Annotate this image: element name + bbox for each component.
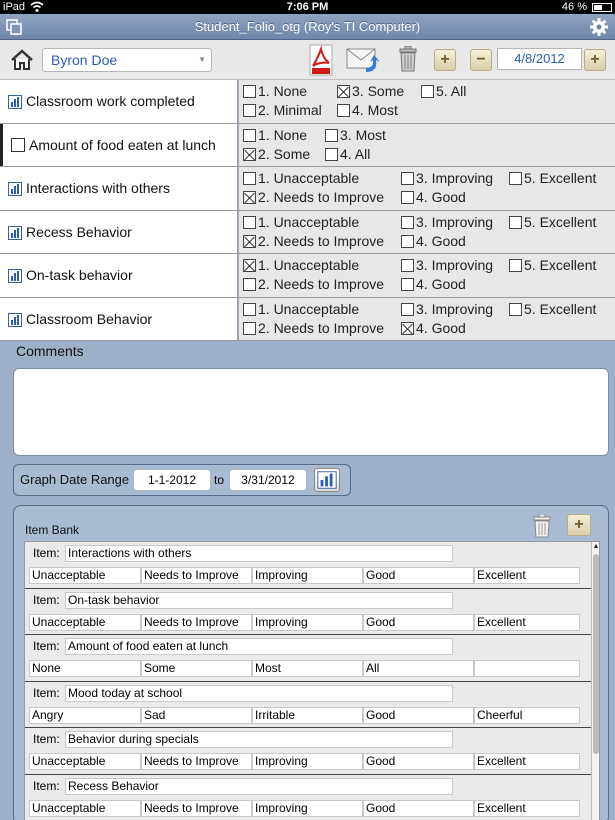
option-checkbox[interactable]: 3. Improving (401, 257, 493, 273)
graph-range-panel (13, 464, 351, 496)
value-field[interactable]: Improving (252, 753, 363, 770)
value-field[interactable]: Unacceptable (29, 567, 141, 584)
option-checkbox[interactable]: 1. Unacceptable (243, 214, 359, 230)
clock: 7:06 PM (286, 1, 329, 13)
item-bank-title: Item Bank (25, 523, 80, 537)
option-checkbox[interactable]: 1. Unacceptable (243, 257, 359, 273)
item-name-field[interactable]: Mood today at school (65, 685, 453, 702)
value-field[interactable]: Needs to Improve (141, 753, 252, 770)
value-field[interactable]: Excellent (474, 614, 580, 631)
options (239, 167, 615, 210)
trash-icon[interactable] (532, 514, 552, 538)
status-bar (0, 0, 615, 14)
value-field[interactable]: Unacceptable (29, 800, 141, 817)
value-field[interactable]: Excellent (474, 753, 580, 770)
value-field[interactable]: Unacceptable (29, 753, 141, 770)
list-item[interactable]: Item: Amount of food eaten at lunch None Some Most All (25, 635, 591, 682)
value-field[interactable]: Improving (252, 567, 363, 584)
window-title: Student_Folio_otg (Roy's TI Computer) (194, 19, 421, 34)
scroll-thumb[interactable] (593, 554, 599, 754)
value-field[interactable]: Good (363, 707, 474, 724)
value-field[interactable]: Angry (29, 707, 141, 724)
student-name: Byron Doe (51, 52, 118, 68)
value-field[interactable]: Improving (252, 800, 363, 817)
option-checkbox[interactable]: 1. None (243, 127, 307, 143)
options (239, 254, 615, 297)
value-field[interactable]: Needs to Improve (141, 567, 252, 584)
row-label[interactable] (0, 167, 238, 210)
options (239, 298, 615, 341)
chart-icon[interactable] (8, 182, 22, 196)
row-label[interactable] (0, 80, 238, 123)
value-field[interactable]: Unacceptable (29, 614, 141, 631)
option-checkbox[interactable]: 4. Most (337, 102, 398, 118)
row-label-text: Classroom work completed (26, 93, 195, 109)
option-checkbox[interactable]: 2. Some (243, 146, 310, 162)
graph-range-label: Graph Date Range (20, 472, 130, 487)
row-label[interactable] (0, 211, 238, 254)
row-label-text: Classroom Behavior (26, 310, 153, 327)
row-checkbox[interactable] (11, 138, 25, 152)
rating-row (0, 80, 615, 124)
item-name-field[interactable]: Recess Behavior (65, 778, 453, 795)
value-field[interactable]: Cheerful (474, 707, 580, 724)
item-bank-list[interactable] (24, 541, 600, 820)
value-field[interactable] (474, 660, 580, 677)
option-checkbox[interactable]: 1. Unacceptable (243, 301, 359, 317)
value-field[interactable]: Good (363, 614, 474, 631)
item-name-field[interactable]: On-task behavior (65, 592, 453, 609)
rating-row (0, 298, 615, 342)
graph-icon[interactable] (314, 468, 340, 492)
option-checkbox[interactable]: 3. Improving (401, 170, 493, 186)
option-checkbox[interactable]: 5. Excellent (509, 301, 596, 317)
list-item[interactable]: Item: Interactions with others Unacceptable Needs to Improve Improving Good Excellent (25, 542, 591, 589)
row-label-text: Interactions with others (26, 180, 170, 196)
value-field[interactable]: Needs to Improve (141, 614, 252, 631)
range-from-input[interactable]: 1-1-2012 (134, 470, 210, 490)
option-checkbox[interactable]: 2. Minimal (243, 102, 322, 118)
item-name-field[interactable]: Interactions with others (65, 545, 453, 562)
rating-row (0, 211, 615, 255)
value-field[interactable]: Excellent (474, 800, 580, 817)
option-checkbox[interactable]: 1. Unacceptable (243, 170, 359, 186)
list-item[interactable]: Item: On-task behavior Unacceptable Needs to Improve Improving Good Excellent (25, 589, 591, 636)
item-name-field[interactable]: Behavior during specials (65, 731, 453, 748)
row-label[interactable] (0, 124, 238, 167)
item-name-field[interactable]: Amount of food eaten at lunch (65, 638, 453, 655)
chart-icon[interactable] (8, 269, 22, 283)
row-label-text: On-task behavior (26, 267, 133, 283)
gear-icon[interactable] (589, 17, 609, 37)
option-checkbox[interactable]: 5. Excellent (509, 170, 596, 186)
value-field[interactable]: Excellent (474, 567, 580, 584)
rating-row (0, 167, 615, 211)
home-icon[interactable] (10, 48, 34, 72)
rating-row (0, 124, 615, 168)
previous-date-button[interactable]: − (470, 49, 492, 71)
chevron-down-icon: ▼ (198, 55, 206, 64)
carrier-label: iPad (3, 1, 26, 13)
scrollbar[interactable] (591, 542, 600, 820)
email-icon[interactable] (346, 46, 382, 76)
options (239, 80, 615, 123)
option-checkbox[interactable]: 5. All (421, 83, 466, 99)
comments-label: Comments (16, 343, 84, 359)
value-field[interactable]: Some (141, 660, 252, 677)
trash-icon[interactable] (398, 46, 418, 72)
pdf-icon[interactable] (308, 44, 334, 76)
row-label-text: Recess Behavior (26, 223, 132, 240)
option-checkbox[interactable]: 3. Improving (401, 301, 493, 317)
list-item[interactable]: Item: Behavior during specials Unacceptable Needs to Improve Improving Good Excellent (25, 728, 591, 775)
next-date-button[interactable]: + (584, 49, 606, 71)
row-label[interactable] (0, 298, 238, 341)
options (239, 211, 615, 254)
option-checkbox[interactable]: 4. Good (401, 276, 466, 292)
value-field[interactable]: Good (363, 753, 474, 770)
option-checkbox[interactable]: 3. Most (325, 127, 386, 143)
date-field[interactable]: 4/8/2012 (497, 48, 582, 70)
student-select[interactable] (42, 48, 212, 72)
add-item-button[interactable]: + (567, 514, 591, 536)
add-record-button[interactable]: + (434, 49, 456, 71)
option-checkbox[interactable]: 4. All (325, 146, 370, 162)
value-field[interactable]: All (363, 660, 474, 677)
range-to-input[interactable]: 3/31/2012 (230, 470, 306, 490)
rating-grid (0, 80, 615, 341)
chart-icon[interactable] (8, 313, 22, 327)
battery-icon (592, 3, 612, 12)
option-checkbox[interactable]: 5. Excellent (509, 214, 596, 230)
option-checkbox[interactable]: 3. Improving (401, 214, 493, 230)
range-to-label: to (214, 473, 225, 487)
comments-textarea[interactable] (13, 368, 609, 456)
chart-icon[interactable] (8, 95, 22, 109)
list-item[interactable]: Item: Mood today at school Angry Sad Irritable Good Cheerful (25, 682, 591, 729)
rating-row (0, 254, 615, 298)
option-checkbox[interactable]: 2. Needs to Improve (243, 320, 384, 336)
row-label[interactable] (0, 254, 238, 297)
option-checkbox[interactable]: 1. None (243, 83, 307, 99)
battery-percent: 46 % (561, 1, 587, 13)
option-checkbox[interactable]: 2. Needs to Improve (243, 189, 384, 205)
value-field[interactable]: Sad (141, 707, 252, 724)
list-item[interactable]: Item: Recess Behavior Unacceptable Needs to Improve Improving Good Excellent (25, 775, 591, 820)
value-field[interactable]: Irritable (252, 707, 363, 724)
option-checkbox[interactable]: 5. Excellent (509, 257, 596, 273)
value-field[interactable]: Most (252, 660, 363, 677)
row-label-text: Amount of food eaten at lunch (29, 136, 216, 153)
options (239, 124, 615, 167)
value-field[interactable]: Good (363, 800, 474, 817)
option-checkbox[interactable]: 2. Needs to Improve (243, 233, 384, 249)
value-field[interactable]: Needs to Improve (141, 800, 252, 817)
value-field[interactable]: None (29, 660, 141, 677)
value-field[interactable]: Good (363, 567, 474, 584)
title-bar (0, 14, 615, 40)
scroll-up-icon[interactable]: ▲ (592, 543, 600, 550)
value-field[interactable]: Improving (252, 614, 363, 631)
chart-icon[interactable] (8, 226, 22, 240)
option-checkbox[interactable]: 4. Good (401, 189, 466, 205)
option-checkbox[interactable]: 3. Some (337, 83, 404, 99)
option-checkbox[interactable]: 4. Good (401, 320, 466, 336)
option-checkbox[interactable]: 2. Needs to Improve (243, 276, 384, 292)
item-bank-panel (13, 505, 609, 820)
option-checkbox[interactable]: 4. Good (401, 233, 466, 249)
